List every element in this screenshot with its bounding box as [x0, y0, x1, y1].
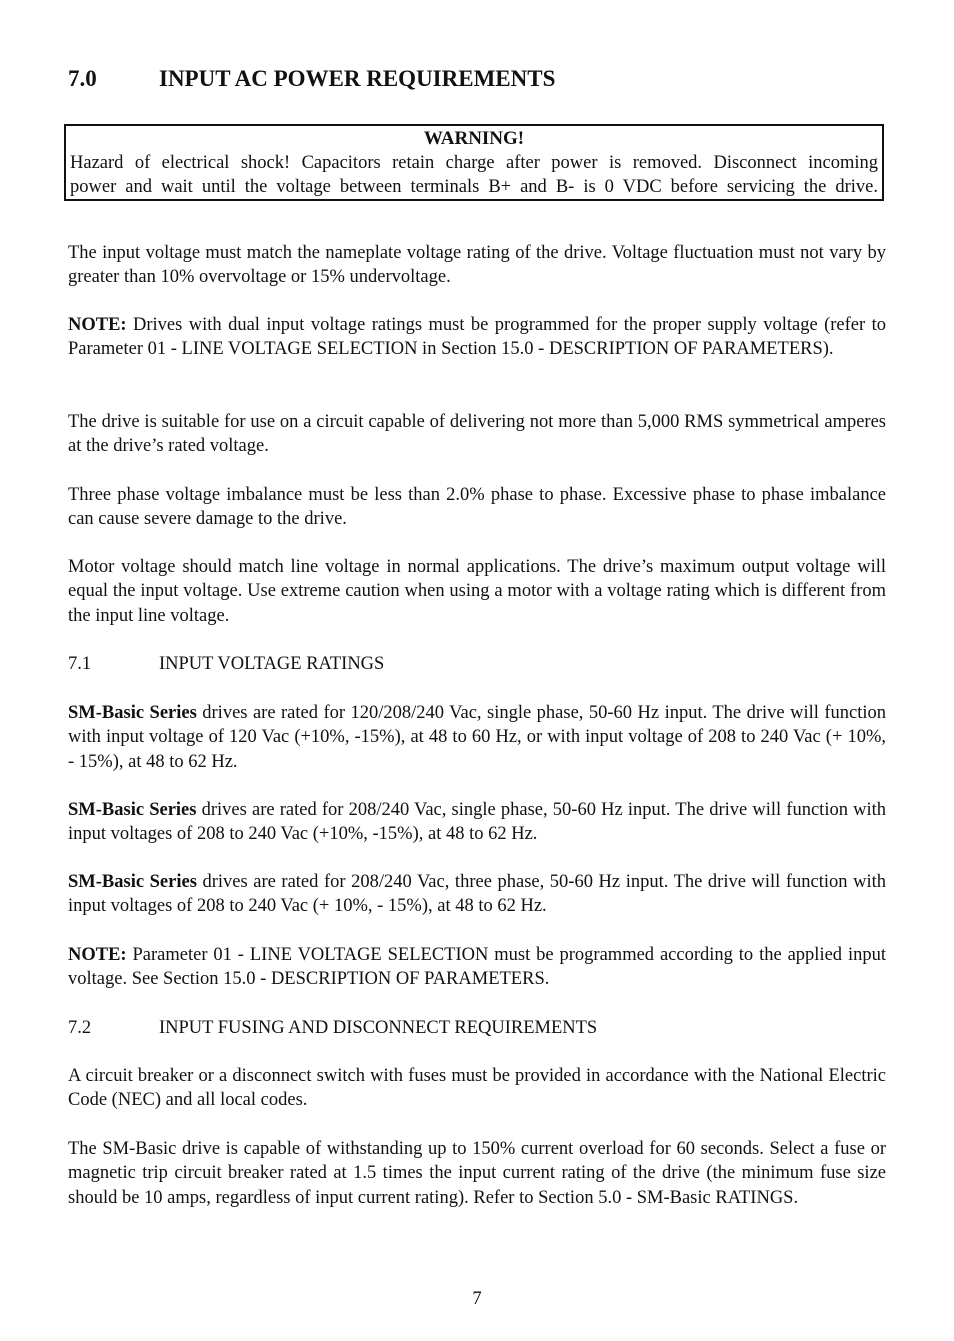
warning-line-2: power and wait until the voltage between terminals B+ and B- is 0 VDC before servicing the drive.: [70, 177, 878, 197]
subsection-title: INPUT FUSING AND DISCONNECT REQUIREMENTS: [159, 1018, 598, 1038]
paragraph-motor-voltage: Motor voltage should match line voltage in normal applications. The drive’s maximum output voltage will equal the input voltage. Use extreme caution when using a motor with a voltage rating which is different from the input line voltage.: [68, 557, 886, 626]
note-text: Parameter 01 - LINE VOLTAGE SELECTION must be programmed according to the applied input voltage. See Section 15.0 - DESCRIPTION OF PARAMETERS.: [68, 945, 886, 990]
note-dual-voltage: [68, 313, 886, 362]
note-label: NOTE:: [68, 945, 127, 965]
subsection-title: INPUT VOLTAGE RATINGS: [159, 654, 385, 674]
rating-paragraph-2: [68, 798, 886, 847]
rating-paragraph-1: [68, 701, 886, 774]
subsection-heading-7-2: [68, 1016, 597, 1040]
paragraph-circuit-capacity: The drive is suitable for use on a circuit capable of delivering not more than 5,000 RMS symmetrical amperes at the drive’s rated voltage.: [68, 412, 886, 457]
paragraph-circuit-breaker: A circuit breaker or a disconnect switch with fuses must be provided in accordance with the National Electric Code (NEC) and all local codes.: [68, 1066, 886, 1111]
note-text: Drives with dual input voltage ratings must be programmed for the proper supply voltage (refer to Parameter 01 - LINE VOLTAGE SELECTION in Section 15.0 - DESCRIPTION OF PARAMETERS).: [68, 315, 886, 360]
note-parameter-01: [68, 943, 886, 992]
paragraph-input-voltage: The input voltage must match the nameplate voltage rating of the drive. Voltage fluctuation must not vary by greater than 10% overvoltage or 15% undervoltage.: [68, 243, 886, 288]
section-number: 7.0: [68, 66, 97, 91]
subsection-number: 7.1: [68, 654, 92, 674]
note-label: NOTE:: [68, 315, 127, 335]
page-number: 7: [472, 1289, 482, 1309]
section-heading: [68, 66, 555, 92]
rating-paragraph-3: [68, 870, 886, 919]
series-name: SM-Basic Series: [68, 703, 197, 723]
section-title: INPUT AC POWER REQUIREMENTS: [159, 66, 556, 91]
paragraph-overload: The SM-Basic drive is capable of withstanding up to 150% current overload for 60 seconds. Select a fuse or magnetic trip circuit breaker rated at 1.5 times the input current rating of the drive (the minimum fuse size should be 10 amps, regardless of input current rating). Refer to Section 5.0 - SM-Basic RATINGS.: [68, 1139, 886, 1208]
rating-text: drives are rated for 120/208/240 Vac, single phase, 50-60 Hz input. The drive will function with input voltage of 120 Vac (+10%, -15%), at 48 to 60 Hz, or with input voltage of 208 to 240 Vac (+ 10%, - 15%), at 48 to 62 Hz.: [68, 703, 887, 772]
subsection-heading-7-1: [68, 652, 384, 676]
warning-line-1: Hazard of electrical shock! Capacitors retain charge after power is removed. Disconnect incoming: [70, 153, 878, 173]
series-name: SM-Basic Series: [68, 800, 197, 820]
paragraph-phase-imbalance: Three phase voltage imbalance must be less than 2.0% phase to phase. Excessive phase to phase imbalance can cause severe damage to the drive.: [68, 485, 886, 530]
warning-box: [64, 124, 884, 201]
rating-text: drives are rated for 208/240 Vac, single phase, 50-60 Hz input. The drive will function with input voltages of 208 to 240 Vac (+10%, -15%), at 48 to 62 Hz.: [68, 800, 886, 845]
rating-text: drives are rated for 208/240 Vac, three phase, 50-60 Hz input. The drive will function with input voltages of 208 to 240 Vac (+ 10%, - 15%), at 48 to 62 Hz.: [68, 872, 886, 917]
series-name: SM-Basic Series: [68, 872, 197, 892]
subsection-number: 7.2: [68, 1018, 92, 1038]
warning-title: WARNING!: [423, 128, 525, 149]
